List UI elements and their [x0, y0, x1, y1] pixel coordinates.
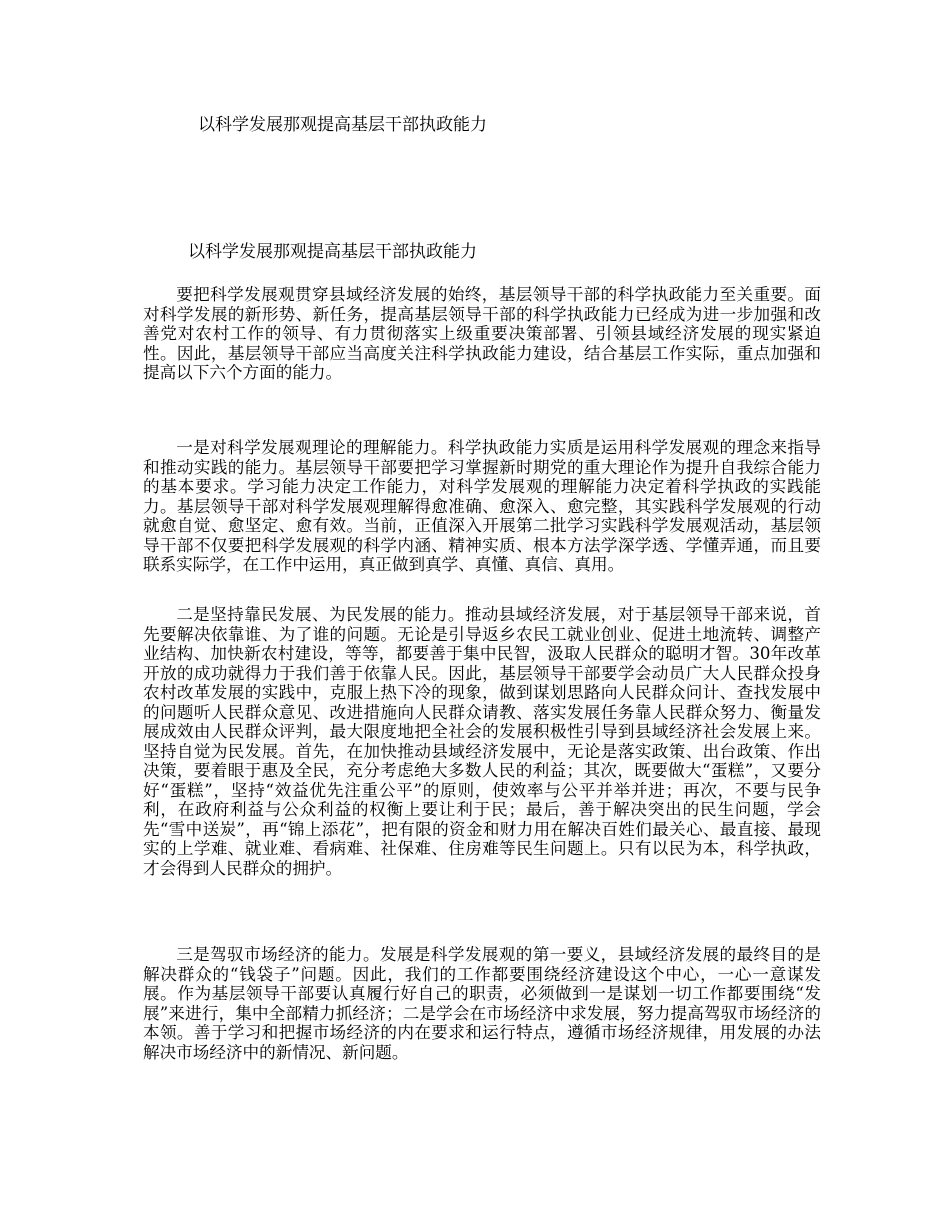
paragraph-point-one: 一是对科学发展观理论的理解能力。科学执政能力实质是运用科学发展观的理念来指导和推动实践的能力。基层领导干部要把学习掌握新时期党的重大理论作为提升自我综合能力的基本要求。学习能力决定工作能力，对科学发展观的理解能力决定着科学执政的实践能力。基层领导干部对科学发展观理解得愈准确、愈深入、愈完整，其实践科学发展观的行动就愈自觉、愈坚定、愈有效。当前，正值深入开展第二批学习实践科学发展观活动，基层领导干部不仅要把科学发展观的科学内涵、精神实质、根本方法学深学透、学懂弄通，而且要联系实际学，在工作中运用，真正做到真学、真懂、真信、真用。: [143, 438, 821, 574]
paragraph-point-three: 三是驾驭市场经济的能力。发展是科学发展观的第一要义，县域经济发展的最终目的是解决群众的“钱袋子”问题。因此，我们的工作都要围绕经济建设这个中心，一心一意谋发展。作为基层领导干部要认真履行好自己的职责，必须做到一是谋划一切工作都要围绕“发展”来进行，集中全部精力抓经济；二是学会在市场经济中求发展，努力提高驾驭市场经济的本领。善于学习和把握市场经济的内在要求和运行特点，遵循市场经济规律，用发展的办法解决市场经济中的新情况、新问题。: [143, 945, 821, 1062]
paragraph-intro: 要把科学发展观贯穿县域经济发展的始终，基层领导干部的科学执政能力至关重要。面对科学发展的新形势、新任务，提高基层领导干部的科学执政能力已经成为进一步加强和改善党对农村工作的领导、有力贯彻落实上级重要决策部署、引领县域经济发展的现实紧迫性。因此，基层领导干部应当高度关注科学执政能力建设，结合基层工作实际，重点加强和提高以下六个方面的能力。: [143, 285, 821, 382]
paragraph-point-two: 二是坚持靠民发展、为民发展的能力。推动县域经济发展，对于基层领导干部来说，首先要解决依靠谁、为了谁的问题。无论是引导返乡农民工就业创业、促进土地流转、调整产业结构、加快新农村建设，等等，都要善于集中民智，汲取人民群众的聪明才智。30年改革开放的成功就得力于我们善于依靠人民。因此，基层领导干部要学会动员广大人民群众投身农村改革发展的实践中，克服上热下冷的现象，做到谋划思路向人民群众问计、查找发展中的问题听人民群众意见、改进措施向人民群众请教、落实发展任务靠人民群众努力、衡量发展成效由人民群众评判，最大限度地把全社会的发展积极性引导到县域经济社会发展上来。坚持自觉为民发展。首先，在加快推动县域经济发展中，无论是落实政策、出台政策、作出决策，要着眼于惠及全民，充分考虑绝大多数人民的利益；其次，既要做大“蛋糕”，又要分好“蛋糕”，坚持“效益优先注重公平”的原则，使效率与公平并举并进；再次，不要与民争利，在政府利益与公众利益的权衡上要让利于民；最后，善于解决突出的民生问题，学会先“雪中送炭”，再“锦上添花”，把有限的资金和财力用在解决百姓们最关心、最直接、最现实的上学难、就业难、看病难、社保难、住房难等民生问题上。只有以民为本，科学执政，才会得到人民群众的拥护。: [143, 605, 821, 878]
document-title: 以科学发展那观提高基层干部执政能力: [188, 242, 477, 262]
document-header-title: 以科学发展那观提高基层干部执政能力: [198, 115, 487, 135]
